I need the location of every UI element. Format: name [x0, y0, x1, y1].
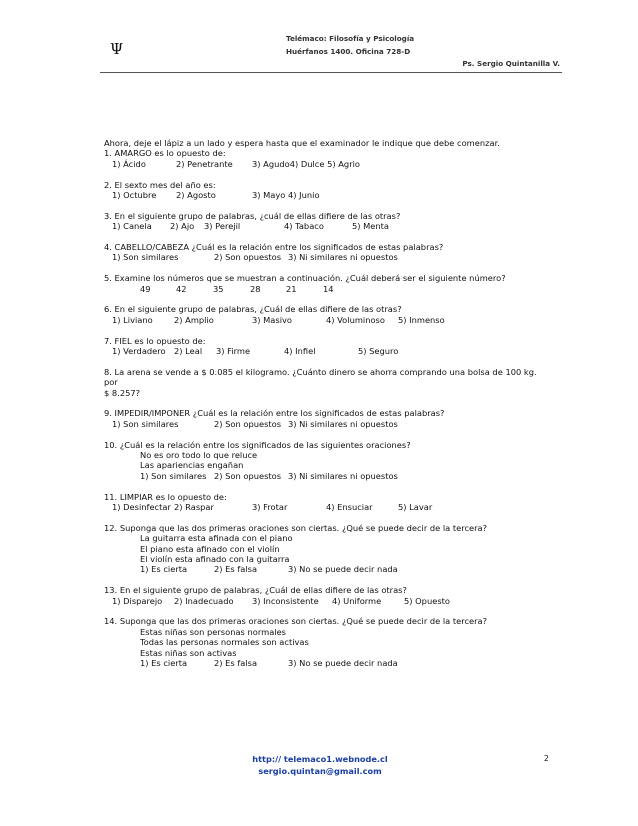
q7-option: 1) Verdadero	[112, 346, 166, 357]
q2-option: 1) Octubre	[112, 190, 157, 201]
q1-option: 2) Penetrante	[176, 158, 233, 169]
q12-option: 3) No se puede decir nada	[288, 564, 398, 575]
q4-option: 3) Ni similares ni opuestos	[288, 252, 398, 263]
q13-option: 4) Uniforme	[332, 595, 382, 606]
q14-option: 3) No se puede decir nada	[288, 658, 398, 669]
q3-option: 4) Tabaco	[284, 221, 324, 232]
q7-option: 3) Firme	[216, 346, 251, 357]
q10-option: 1) Son similares	[140, 470, 207, 481]
q6-option: 5) Inmenso	[398, 314, 445, 325]
header-divider	[100, 72, 562, 73]
q1-stem: 1. AMARGO es lo opuesto de:	[104, 148, 226, 159]
q3-option: 1) Canela	[112, 221, 152, 232]
q14-option: 2) Es falsa	[214, 658, 258, 669]
psi-logo: Ψ	[110, 40, 124, 58]
q5-number: 28	[250, 283, 261, 294]
q14-option: 1) Es cierta	[140, 658, 188, 669]
q6-option: 3) Masivo	[252, 314, 293, 325]
q13-stem: 13. En el siguiente grupo de palabras, ¿Cuál de ellas difiere de las otras?	[104, 585, 407, 596]
q12-options	[104, 564, 544, 574]
q11-stem: 11. LIMPIAR es lo opuesto de:	[104, 491, 227, 502]
q14-stem: 14. Suponga que las dos primeras oraciones son ciertas. ¿Qué se puede decir de la tercera?	[104, 616, 488, 627]
q7-option: 5) Seguro	[358, 346, 399, 357]
q2-option: 3) Mayo 4) Junio	[252, 190, 320, 201]
q12-option: 2) Es falsa	[214, 564, 258, 575]
q8-line1: 8. La arena se vende a $ 0.085 el kilogramo. ¿Cuánto dinero se ahorra comprando una bolsa de 100 kg.	[104, 366, 537, 377]
q6-stem: 6. En el siguiente grupo de palabras, ¿Cuál de ellas difiere de las otras?	[104, 304, 402, 315]
q13-options	[104, 596, 544, 606]
q8-line3: $ 8.257?	[104, 387, 141, 398]
footer-email-link[interactable]: sergio.quintan@gmail.com	[258, 766, 382, 776]
q9-option: 1) Son similares	[112, 418, 179, 429]
intro-text: Ahora, deje el lápiz a un lado y espera hasta que el examinador le indique que debe comenzar.	[104, 138, 500, 148]
page-number: 2	[544, 754, 549, 763]
q6-options	[104, 315, 544, 325]
q1-options	[104, 159, 544, 169]
header-author: Ps. Sergio Quintanilla V.	[462, 59, 560, 68]
q5-number: 35	[213, 283, 224, 294]
q12-sentence: La guitarra esta afinada con el piano	[140, 533, 293, 544]
q5-number: 14	[323, 283, 334, 294]
q5-number: 49	[140, 283, 151, 294]
q2-stem: 2. El sexto mes del año es:	[104, 179, 216, 190]
q4-option: 1) Son similares	[112, 252, 179, 263]
q6-option: 4) Voluminoso	[326, 314, 385, 325]
q10-option: 3) Ni similares ni opuestos	[288, 470, 398, 481]
q14-sentence: Estas niñas son activas	[140, 647, 237, 658]
q12-stem: 12. Suponga que las dos primeras oraciones son ciertas. ¿Qué se puede decir de la tercera?	[104, 522, 488, 533]
q6-option: 1) Liviano	[112, 314, 153, 325]
q13-option: 5) Opuesto	[404, 595, 450, 606]
q9-options	[104, 419, 544, 429]
q3-option: 2) Ajo	[170, 221, 195, 232]
q4-stem: 4. CABELLO/CABEZA ¿Cuál es la relación entre los significados de estas palabras?	[104, 242, 444, 253]
q12-sentence: El piano esta afinado con el violín	[140, 543, 280, 554]
q9-option: 3) Ni similares ni opuestos	[288, 418, 398, 429]
q12-option: 1) Es cierta	[140, 564, 188, 575]
q5-number: 21	[286, 283, 297, 294]
q5-stem: 5. Examine los números que se muestran a continuación. ¿Cuál deberá ser el siguiente número?	[104, 273, 506, 284]
q13-option: 1) Disparejo	[112, 595, 163, 606]
q10-options	[104, 471, 544, 481]
q10-sentence: Las apariencias engañan	[140, 460, 244, 471]
q7-option: 4) Infiel	[284, 346, 316, 357]
q3-option: 5) Menta	[352, 221, 390, 232]
q10-sentence: No es oro todo lo que reluce	[140, 450, 258, 461]
q11-option: 3) Frotar	[252, 502, 288, 513]
q11-option: 2) Raspar	[174, 502, 214, 513]
q11-option: 5) Lavar	[398, 502, 433, 513]
q3-stem: 3. En el siguiente grupo de palabras, ¿cuál de ellas difiere de las otras?	[104, 210, 401, 221]
q7-stem: 7. FIEL es lo opuesto de:	[104, 335, 206, 346]
q10-option: 2) Son opuestos	[214, 470, 282, 481]
q3-options	[104, 221, 544, 231]
q14-sentence: Todas las personas normales son activas	[140, 637, 309, 648]
q14-sentence: Estas niñas son personas normales	[140, 626, 287, 637]
q9-option: 2) Son opuestos	[214, 418, 282, 429]
q2-option: 2) Agosto	[176, 190, 216, 201]
q7-option: 2) Leal	[174, 346, 203, 357]
q1-option: 1) Ácido	[112, 158, 146, 169]
q11-options	[104, 502, 544, 512]
q4-options	[104, 252, 544, 262]
q5-numbers	[104, 284, 544, 294]
q4-option: 2) Son opuestos	[214, 252, 282, 263]
q1-option: 3) Agudo4) Dulce 5) Agrio	[252, 158, 360, 169]
q5-number: 42	[176, 283, 187, 294]
q9-stem: 9. IMPEDIR/IMPONER ¿Cuál es la relación entre los significados de estas palabras?	[104, 408, 445, 419]
footer-website-link[interactable]: http:// telemaco1.webnode.cl	[252, 754, 388, 764]
q2-options	[104, 190, 544, 200]
q12-sentence: El violín esta afinado con la guitarra	[140, 554, 290, 565]
test-body	[104, 138, 544, 669]
q14-options	[104, 658, 544, 668]
q11-option: 1) Desinfectar	[112, 502, 171, 513]
header-address: Huérfanos 1400. Oficina 728-D	[286, 47, 411, 56]
q11-option: 4) Ensuciar	[326, 502, 373, 513]
q10-stem: 10. ¿Cuál es la relación entre los significados de las siguientes oraciones?	[104, 439, 411, 450]
q13-option: 3) Inconsistente	[252, 595, 319, 606]
q8-line2: por	[104, 377, 118, 388]
q3-option: 3) Perejil	[204, 221, 241, 232]
q13-option: 2) Inadecuado	[174, 595, 234, 606]
q7-options	[104, 346, 544, 356]
q6-option: 2) Amplio	[174, 314, 214, 325]
header-title: Telémaco: Filosofía y Psicología	[286, 34, 415, 43]
